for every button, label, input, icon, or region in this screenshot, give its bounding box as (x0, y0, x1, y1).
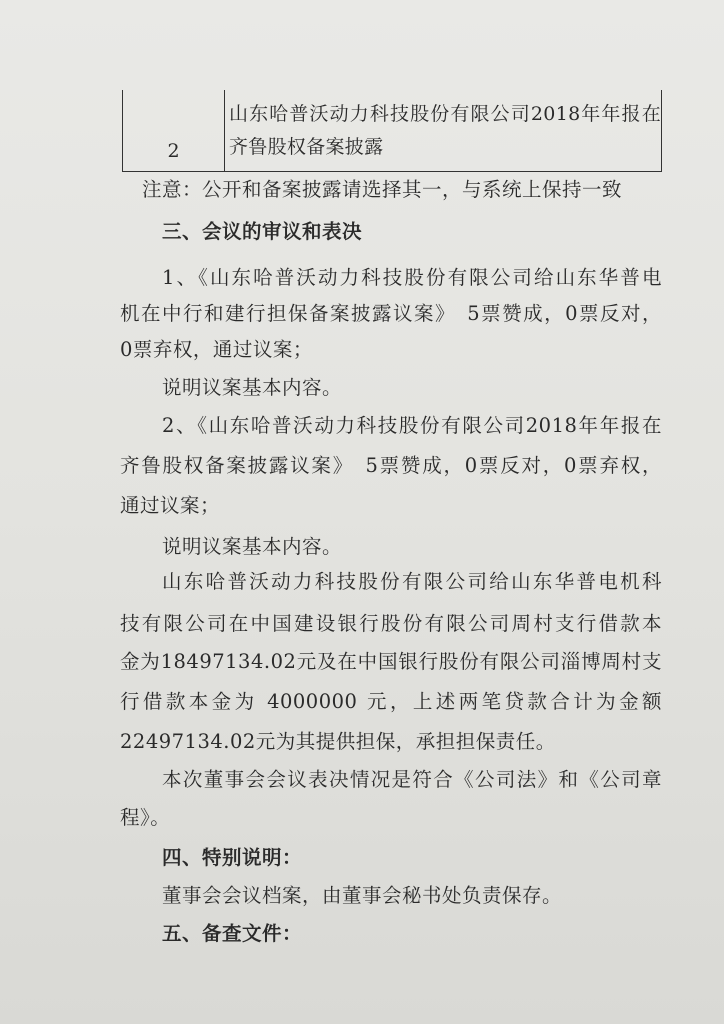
guarantee-line-3: 金为18497134.02元及在中国银行股份有限公司淄博周村支 (120, 650, 662, 673)
table-row-content (229, 98, 661, 164)
guarantee-line-1: 山东哈普沃动力科技股份有限公司给山东华普电机科 (162, 570, 662, 593)
motion1-line-1: 1、《山东哈普沃动力科技股份有限公司给山东华普电 (162, 266, 662, 289)
section3-title: 三、会议的审议和表决 (162, 220, 363, 243)
section5-title: 五、备查文件： (162, 922, 303, 945)
motion2-line-3: 通过议案； (120, 494, 221, 517)
compliance-line-2: 程》。 (120, 806, 171, 829)
table-row-number: 2 (167, 140, 180, 162)
note-text: 注意：公开和备案披露请选择其一，与系统上保持一致 (142, 178, 623, 201)
guarantee-line-5: 22497134.02元为其提供担保，承担担保责任。 (120, 730, 556, 753)
section4-text: 董事会会议档案，由董事会秘书处负责保存。 (162, 884, 563, 907)
motion2-line-2: 齐鲁股权备案披露议案》 5票赞成，0票反对，0票弃权， (120, 454, 662, 477)
motion1-description: 说明议案基本内容。 (162, 376, 343, 399)
section4-title: 四、特别说明： (162, 846, 303, 869)
motion2-line-1: 2、《山东哈普沃动力科技股份有限公司2018年年报在 (162, 414, 662, 437)
motion2-description: 说明议案基本内容。 (162, 535, 343, 558)
table-column-divider (224, 90, 225, 171)
compliance-line-1: 本次董事会会议表决情况是符合《公司法》和《公司章 (162, 768, 662, 791)
motion1-line-2: 机在中行和建行担保备案披露议案》 5票赞成，0票反对， (120, 302, 662, 325)
table-row-text-line-1: 山东哈普沃动力科技股份有限公司2018年年报在 (229, 103, 661, 125)
table-row-text-line-2: 齐鲁股权备案披露 (229, 136, 384, 158)
motion-table (122, 90, 662, 172)
motion1-line-3: 0票弃权，通过议案； (120, 338, 313, 361)
guarantee-line-4: 行借款本金为 4000000 元，上述两笔贷款合计为金额 (120, 690, 662, 713)
guarantee-line-2: 技有限公司在中国建设银行股份有限公司周村支行借款本 (120, 612, 662, 635)
